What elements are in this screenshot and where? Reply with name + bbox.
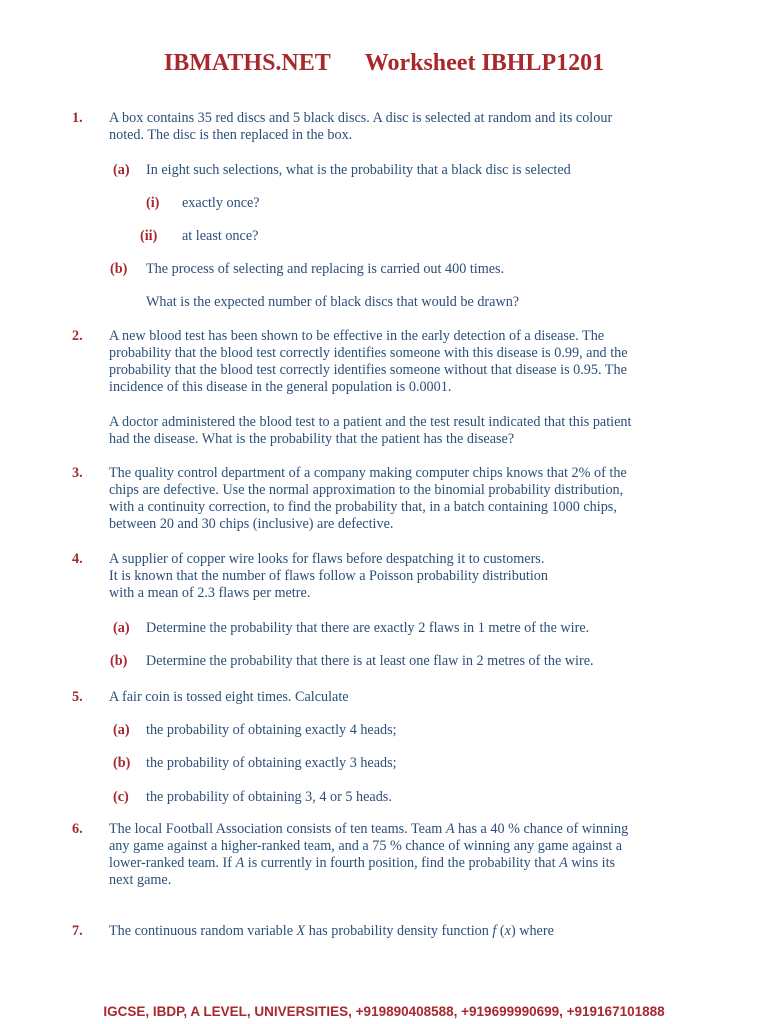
text-run: The continuous random variable xyxy=(109,923,297,939)
question-line: with a mean of 2.3 flaws per metre. xyxy=(109,585,311,601)
part-label: (a) xyxy=(113,620,130,636)
part-label: (b) xyxy=(110,261,128,277)
text-run: is currently in fourth position, find the probability that xyxy=(244,855,560,871)
math-variable: A xyxy=(445,821,455,837)
question-text: A doctor administered the blood test to a patient and the test result indicated that this patient had the disease. What is the probability that the patient has the disease? xyxy=(109,414,632,447)
part-label: (c) xyxy=(113,789,129,805)
question-text xyxy=(109,551,709,602)
part-text: Determine the probability that there are exactly 2 flaws in 1 metre of the wire. xyxy=(146,620,590,636)
math-variable: A xyxy=(235,855,245,871)
math-variable: X xyxy=(296,923,306,939)
question-text: A box contains 35 red discs and 5 black discs. A disc is selected at random and its colour noted. The disc is then replaced in the box. xyxy=(109,110,613,143)
text-run: The local Football Association consists of ten teams. Team xyxy=(109,821,446,837)
part-text: the probability of obtaining 3, 4 or 5 heads. xyxy=(146,789,392,805)
text-run: ) where xyxy=(510,923,554,939)
part-text: The process of selecting and replacing is carried out 400 times. xyxy=(146,261,505,277)
text-run: ( xyxy=(496,923,505,939)
footer-contact: IGCSE, IBDP, A LEVEL, UNIVERSITIES, +919890408588, +919699990699, +919167101888 xyxy=(103,1004,665,1019)
question-number: 4. xyxy=(72,551,83,567)
subpart-label: (ii) xyxy=(140,228,158,244)
part-label: (b) xyxy=(110,653,128,669)
part-text: Determine the probability that there is at least one flaw in 2 metres of the wire. xyxy=(146,653,594,669)
question-number: 7. xyxy=(72,923,83,939)
question-number: 2. xyxy=(72,328,83,344)
math-function: f xyxy=(492,923,497,939)
part-text: the probability of obtaining exactly 4 heads; xyxy=(146,722,397,738)
part-text: In eight such selections, what is the probability that a black disc is selected xyxy=(146,162,571,178)
subpart-text: exactly once? xyxy=(182,195,260,211)
subpart-text: at least once? xyxy=(182,228,259,244)
worksheet-title: Worksheet IBHLP1201 xyxy=(364,50,605,76)
part-text: the probability of obtaining exactly 3 heads; xyxy=(146,755,397,771)
text-run: has probability density function xyxy=(305,923,493,939)
question-number: 5. xyxy=(72,689,83,705)
part-text: What is the expected number of black discs that would be drawn? xyxy=(146,294,520,310)
question-text: A new blood test has been shown to be effective in the early detection of a disease. The probability that the blood test correctly identifies someone with this disease is 0.99, and the probability that the blood test correctly identifies someone without that disease is 0.95. The incidence of this disease in the general population is 0.0001. xyxy=(109,328,628,395)
question-text: A fair coin is tossed eight times. Calculate xyxy=(109,689,349,705)
part-label: (b) xyxy=(113,755,131,771)
question-text: The quality control department of a company making computer chips knows that 2% of the chips are defective. Use the normal approximation to the binomial probability distribution, with a continuity correction, to find the probability that, in a batch containing 1000 chips, between 20 and 30 chips (inclusive) are defective. xyxy=(109,465,627,532)
question-line: A supplier of copper wire looks for flaws before despatching it to customers. xyxy=(109,551,545,567)
text-run: wins its next game. xyxy=(109,855,616,888)
question-line: It is known that the number of flaws follow a Poisson probability distribution xyxy=(109,568,548,584)
site-name: IBMATHS.NET xyxy=(163,50,331,76)
text-run: has a 40 % chance of winning any game against a higher-ranked team, and a 75 % chance of winning any game against a lower-ranked team. If xyxy=(109,821,629,871)
math-variable: x xyxy=(504,923,511,939)
question-number: 6. xyxy=(72,821,83,837)
subpart-label: (i) xyxy=(146,195,160,211)
question-text xyxy=(109,821,629,889)
part-label: (a) xyxy=(113,722,130,738)
math-variable: A xyxy=(559,855,568,871)
question-text xyxy=(109,923,649,940)
question-number: 1. xyxy=(72,110,83,126)
page-title xyxy=(0,50,768,77)
question-number: 3. xyxy=(72,465,83,481)
part-label: (a) xyxy=(113,162,130,178)
